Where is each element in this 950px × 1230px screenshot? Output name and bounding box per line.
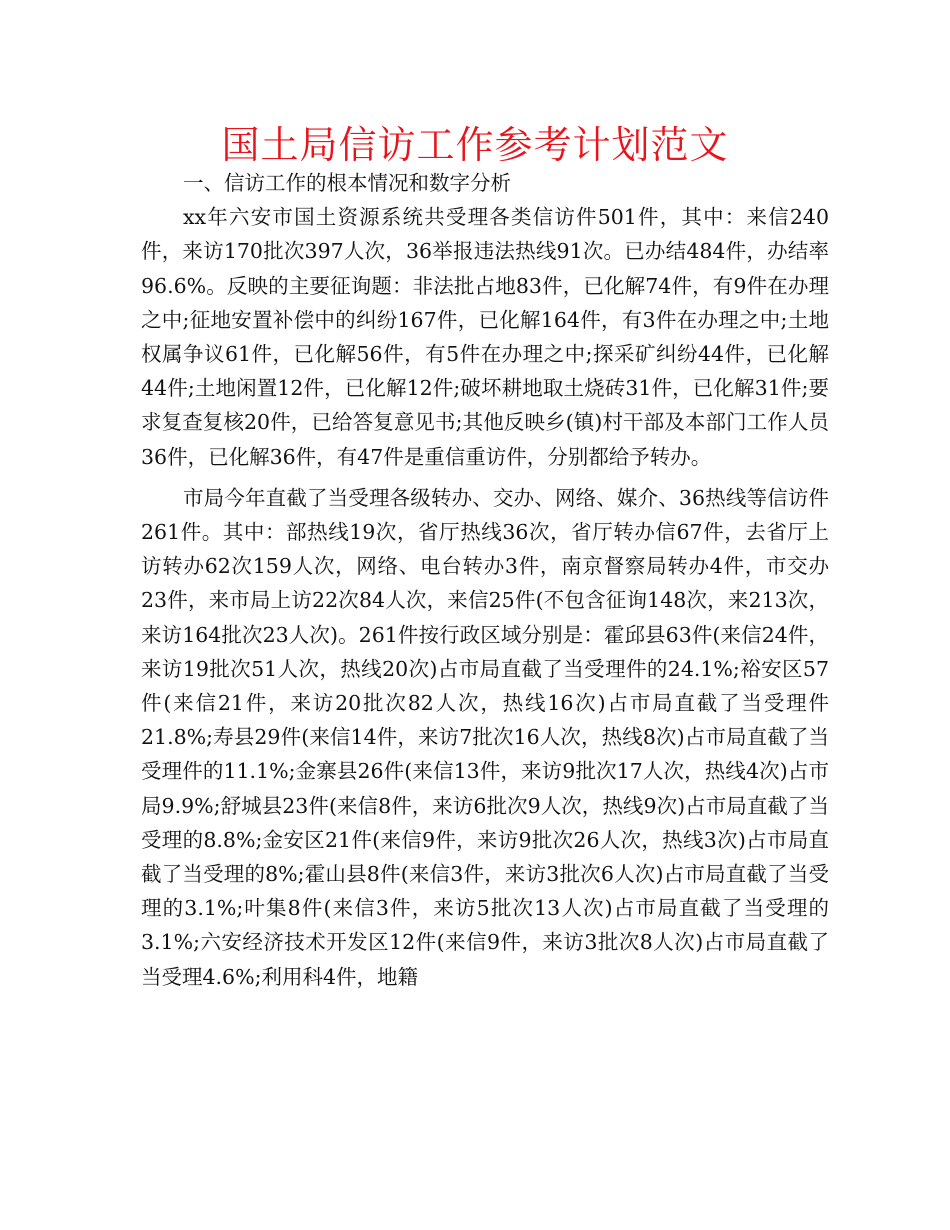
section-heading: 一、信访工作的根本情况和数字分析: [183, 171, 511, 195]
document-title: 国土局信访工作参考计划范文: [221, 123, 729, 167]
paragraph-2: 市局今年直截了当受理各级转办、交办、网络、媒介、36热线等信访件261件。其中：部热线19次，省厅热线36次，省厅转办信67件，去省厅上访转办62次159人次，网络、电台转办3件，南京督察局转办4件，市交办23件，来市局上访22次84人次，来信25件(不包含征询148次，来213次，来访164批次23人次)。261件按行政区域分别是：霍邱县63件(来信24件，来访19批次51人次，热线20次)占市局直截了当受理件的24.1%;裕安区57件(来信21件，来访20批次82人次，热线16次)占市局直截了当受理件21.8%;寿县29件(来信14件，来访7批次16人次，热线8次)占市局直截了当受理件的11.1%;金寨县26件(来信13件，来访9批次17人次，热线4次)占市局9.9%;舒城县23件(来信8件，来访6批次9人次，热线9次)占市局直截了当受理的8.8%;金安区21件(来信9件，来访9批次26人次，热线3次)占市局直截了当受理的8%;霍山县8件(来信3件，来访3批次6人次)占市局直截了当受理的3.1%;叶集8件(来信3件，来访5批次13人次)占市局直截了当受理的3.1%;六安经济技术开发区12件(来信9件，来访3批次8人次)占市局直截了当受理4.6%;利用科4件，地籍: [141, 485, 829, 989]
paragraph-1: xx年六安市国土资源系统共受理各类信访件501件，其中：来信240件，来访170批次397人次，36举报违法热线91次。已办结484件，办结率96.6%。反映的主要征询题：非法批占地83件，已化解74件，有9件在办理之中;征地安置补偿中的纠纷167件，已化解164件，有3件在办理之中;土地权属争议61件，已化解56件，有5件在办理之中;探采矿纠纷44件，已化解44件;土地闲置12件，已化解12件;破坏耕地取土烧砖31件，已化解31件;要求复查复核20件，已给答复意见书;其他反映乡(镇)村干部及本部门工作人员36件，已化解36件，有47件是重信重访件，分别都给予转办。: [141, 205, 829, 469]
document-body: [141, 166, 829, 1001]
